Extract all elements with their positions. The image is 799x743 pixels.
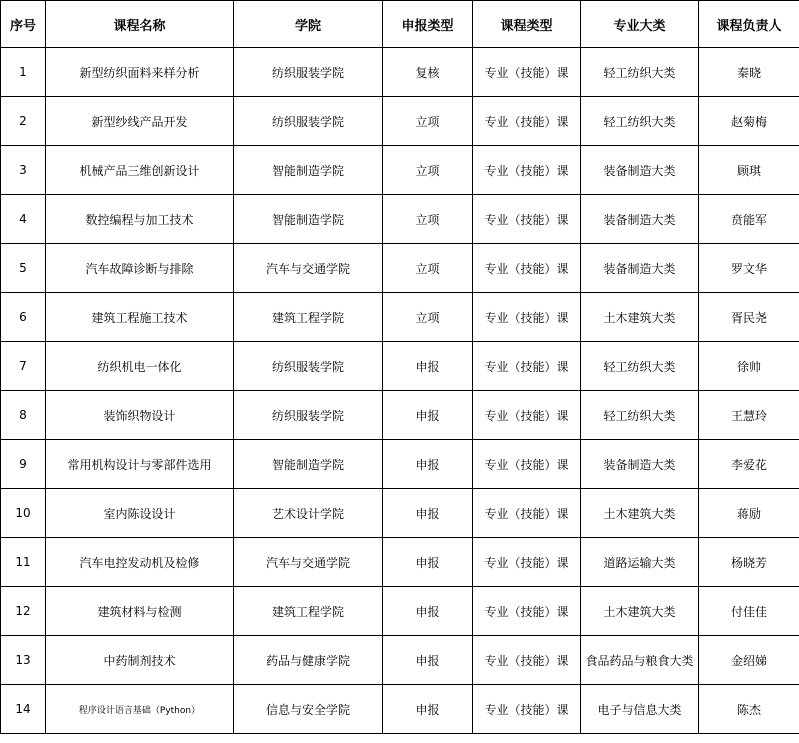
cell-application-type: 申报 bbox=[383, 538, 473, 587]
cell-college: 纺织服装学院 bbox=[234, 342, 383, 391]
cell-college: 智能制造学院 bbox=[234, 440, 383, 489]
cell-index: 6 bbox=[1, 293, 46, 342]
cell-course-leader: 胥民尧 bbox=[699, 293, 799, 342]
cell-college: 信息与安全学院 bbox=[234, 685, 383, 734]
cell-course-type: 专业（技能）课 bbox=[473, 489, 581, 538]
cell-course-type: 专业（技能）课 bbox=[473, 244, 581, 293]
cell-application-type: 立项 bbox=[383, 195, 473, 244]
cell-major-category: 道路运输大类 bbox=[581, 538, 699, 587]
cell-college: 汽车与交通学院 bbox=[234, 244, 383, 293]
cell-index: 8 bbox=[1, 391, 46, 440]
cell-course-type: 专业（技能）课 bbox=[473, 293, 581, 342]
cell-application-type: 立项 bbox=[383, 244, 473, 293]
cell-application-type: 立项 bbox=[383, 146, 473, 195]
cell-application-type: 复核 bbox=[383, 48, 473, 97]
cell-major-category: 轻工纺织大类 bbox=[581, 97, 699, 146]
table-row bbox=[1, 538, 799, 587]
header-course-leader: 课程负责人 bbox=[699, 1, 799, 48]
cell-index: 14 bbox=[1, 685, 46, 734]
cell-course-leader: 蒋励 bbox=[699, 489, 799, 538]
cell-course-leader: 贲能军 bbox=[699, 195, 799, 244]
cell-index: 7 bbox=[1, 342, 46, 391]
cell-college: 智能制造学院 bbox=[234, 146, 383, 195]
header-course-type: 课程类型 bbox=[473, 1, 581, 48]
cell-course-leader: 金绍娣 bbox=[699, 636, 799, 685]
cell-college: 汽车与交通学院 bbox=[234, 538, 383, 587]
cell-course-type: 专业（技能）课 bbox=[473, 342, 581, 391]
cell-major-category: 轻工纺织大类 bbox=[581, 391, 699, 440]
cell-college: 建筑工程学院 bbox=[234, 293, 383, 342]
cell-college: 智能制造学院 bbox=[234, 195, 383, 244]
cell-index: 3 bbox=[1, 146, 46, 195]
cell-course-leader: 王慧玲 bbox=[699, 391, 799, 440]
cell-major-category: 食品药品与粮食大类 bbox=[581, 636, 699, 685]
cell-index: 13 bbox=[1, 636, 46, 685]
cell-major-category: 轻工纺织大类 bbox=[581, 342, 699, 391]
cell-major-category: 装备制造大类 bbox=[581, 146, 699, 195]
cell-course-name: 建筑材料与检测 bbox=[46, 587, 234, 636]
cell-college: 纺织服装学院 bbox=[234, 48, 383, 97]
cell-course-name: 汽车故障诊断与排除 bbox=[46, 244, 234, 293]
table-row bbox=[1, 244, 799, 293]
cell-application-type: 申报 bbox=[383, 587, 473, 636]
cell-course-type: 专业（技能）课 bbox=[473, 97, 581, 146]
cell-college: 艺术设计学院 bbox=[234, 489, 383, 538]
table-row bbox=[1, 195, 799, 244]
table-body bbox=[1, 48, 799, 734]
cell-application-type: 申报 bbox=[383, 636, 473, 685]
cell-application-type: 申报 bbox=[383, 685, 473, 734]
cell-course-name: 室内陈设设计 bbox=[46, 489, 234, 538]
cell-course-name: 机械产品三维创新设计 bbox=[46, 146, 234, 195]
cell-course-type: 专业（技能）课 bbox=[473, 195, 581, 244]
cell-application-type: 申报 bbox=[383, 391, 473, 440]
cell-index: 12 bbox=[1, 587, 46, 636]
cell-course-type: 专业（技能）课 bbox=[473, 146, 581, 195]
cell-major-category: 装备制造大类 bbox=[581, 440, 699, 489]
cell-course-leader: 徐帅 bbox=[699, 342, 799, 391]
cell-college: 纺织服装学院 bbox=[234, 97, 383, 146]
cell-course-type: 专业（技能）课 bbox=[473, 587, 581, 636]
cell-college: 药品与健康学院 bbox=[234, 636, 383, 685]
cell-course-name: 新型纺织面料来样分析 bbox=[46, 48, 234, 97]
cell-course-leader: 李爱花 bbox=[699, 440, 799, 489]
cell-major-category: 装备制造大类 bbox=[581, 195, 699, 244]
cell-index: 9 bbox=[1, 440, 46, 489]
cell-major-category: 土木建筑大类 bbox=[581, 489, 699, 538]
cell-index: 1 bbox=[1, 48, 46, 97]
table-row bbox=[1, 391, 799, 440]
table-row bbox=[1, 685, 799, 734]
header-course-name: 课程名称 bbox=[46, 1, 234, 48]
table-row bbox=[1, 342, 799, 391]
table-header bbox=[1, 1, 799, 48]
cell-application-type: 申报 bbox=[383, 342, 473, 391]
cell-course-leader: 赵菊梅 bbox=[699, 97, 799, 146]
cell-college: 纺织服装学院 bbox=[234, 391, 383, 440]
cell-index: 4 bbox=[1, 195, 46, 244]
table-row bbox=[1, 48, 799, 97]
table-row bbox=[1, 587, 799, 636]
cell-course-name: 数控编程与加工技术 bbox=[46, 195, 234, 244]
cell-course-type: 专业（技能）课 bbox=[473, 685, 581, 734]
cell-course-type: 专业（技能）课 bbox=[473, 48, 581, 97]
cell-course-type: 专业（技能）课 bbox=[473, 538, 581, 587]
cell-index: 5 bbox=[1, 244, 46, 293]
cell-major-category: 轻工纺织大类 bbox=[581, 48, 699, 97]
cell-index: 2 bbox=[1, 97, 46, 146]
cell-college: 建筑工程学院 bbox=[234, 587, 383, 636]
cell-course-leader: 杨晓芳 bbox=[699, 538, 799, 587]
header-application-type: 申报类型 bbox=[383, 1, 473, 48]
cell-course-name: 汽车电控发动机及检修 bbox=[46, 538, 234, 587]
cell-course-leader: 秦晓 bbox=[699, 48, 799, 97]
cell-index: 11 bbox=[1, 538, 46, 587]
cell-course-type: 专业（技能）课 bbox=[473, 391, 581, 440]
cell-course-name: 纺织机电一体化 bbox=[46, 342, 234, 391]
cell-course-type: 专业（技能）课 bbox=[473, 440, 581, 489]
header-row bbox=[1, 1, 799, 48]
cell-application-type: 申报 bbox=[383, 440, 473, 489]
table-row bbox=[1, 489, 799, 538]
cell-index: 10 bbox=[1, 489, 46, 538]
cell-course-leader: 罗文华 bbox=[699, 244, 799, 293]
header-college: 学院 bbox=[234, 1, 383, 48]
cell-application-type: 立项 bbox=[383, 293, 473, 342]
cell-course-name: 建筑工程施工技术 bbox=[46, 293, 234, 342]
table-row bbox=[1, 440, 799, 489]
cell-course-name: 中药制剂技术 bbox=[46, 636, 234, 685]
table-row bbox=[1, 636, 799, 685]
cell-application-type: 立项 bbox=[383, 97, 473, 146]
cell-course-name: 装饰织物设计 bbox=[46, 391, 234, 440]
table-row bbox=[1, 146, 799, 195]
cell-major-category: 电子与信息大类 bbox=[581, 685, 699, 734]
table-row bbox=[1, 97, 799, 146]
cell-major-category: 装备制造大类 bbox=[581, 244, 699, 293]
cell-application-type: 申报 bbox=[383, 489, 473, 538]
cell-course-name: 新型纱线产品开发 bbox=[46, 97, 234, 146]
cell-course-name: 程序设计语言基础（Python） bbox=[46, 685, 234, 734]
cell-major-category: 土木建筑大类 bbox=[581, 293, 699, 342]
cell-course-leader: 顾琪 bbox=[699, 146, 799, 195]
cell-major-category: 土木建筑大类 bbox=[581, 587, 699, 636]
cell-course-type: 专业（技能）课 bbox=[473, 636, 581, 685]
cell-course-leader: 付佳佳 bbox=[699, 587, 799, 636]
cell-course-leader: 陈杰 bbox=[699, 685, 799, 734]
header-major-category: 专业大类 bbox=[581, 1, 699, 48]
table-row bbox=[1, 293, 799, 342]
cell-course-name: 常用机构设计与零部件选用 bbox=[46, 440, 234, 489]
header-index: 序号 bbox=[1, 1, 46, 48]
